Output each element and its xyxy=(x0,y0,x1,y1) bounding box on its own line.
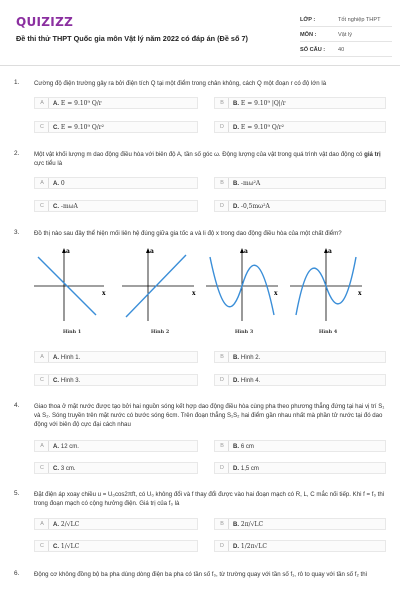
meta-label: SỐ CÂU : xyxy=(300,47,326,53)
option-b[interactable]: B B. 2π/√LC xyxy=(214,518,386,530)
question-text: Một vật khối lượng m dao động điều hòa với biên độ A, tần số góc ω. Động lượng của vật trong quá trình vật dao động có giá trị cực tiểu là xyxy=(34,151,381,167)
option-c[interactable]: C C. E = 9.10⁹ Q/r² xyxy=(34,121,198,133)
option-b[interactable]: B B. E = 9.10⁹ |Q|/r xyxy=(214,97,386,109)
question-number: 3. xyxy=(14,229,20,236)
x-axis-label: x xyxy=(102,290,106,297)
option-d[interactable]: D D. Hình 4. xyxy=(214,374,386,386)
option-text: Hình 4. xyxy=(240,377,261,384)
option-letter: A xyxy=(36,98,49,108)
option-a[interactable]: A A. 0 xyxy=(34,177,198,189)
quizizz-logo[interactable]: QUIZIZZ xyxy=(16,15,74,29)
y-axis-label: a xyxy=(244,248,248,255)
option-letter: B xyxy=(216,178,229,188)
option-a[interactable]: A A. 2/√LC xyxy=(34,518,198,530)
option-letter: B xyxy=(216,352,229,362)
question-text: Đặt điện áp xoay chiều u = U₀cos2πft, có U₀ không đổi và f thay đổi được vào hai đoạn mạch có R, L, C mắc nối tiếp. Khi f = f₀ thì trong đoạn mạch có cộng hưởng điện. Giá trị của f₀ là xyxy=(34,491,385,507)
option-letter: B xyxy=(216,441,229,451)
option-c[interactable]: C C. 3 cm. xyxy=(34,462,198,474)
option-a[interactable]: A A. E = 9.10⁹ Q/r xyxy=(34,97,198,109)
graph-hinh-4 xyxy=(290,243,366,339)
option-letter: B xyxy=(216,98,229,108)
option-letter: C xyxy=(36,375,49,385)
header xyxy=(0,0,400,66)
option-c[interactable]: C C. -mωA xyxy=(34,200,198,212)
y-axis-label: a xyxy=(66,248,70,255)
option-a[interactable]: A A. 12 cm. xyxy=(34,440,198,452)
option-text: Hình 3. xyxy=(60,377,81,384)
meta-value: 40 xyxy=(338,47,345,53)
option-text: 1,5 cm xyxy=(240,465,259,472)
meta-row-class xyxy=(300,14,392,27)
question-text: Cường độ điện trường gây ra bởi điện tích Q tại một điểm trong chân không, cách Q một đoạn r có độ lớn là xyxy=(34,80,327,87)
option-d[interactable]: D D. 1/2π√LC xyxy=(214,540,386,552)
option-text: 12 cm. xyxy=(60,443,79,450)
option-text: Hình 1. xyxy=(60,354,81,361)
option-letter: C xyxy=(36,463,49,473)
question-text: Động cơ không đồng bộ ba pha dùng dòng điện ba pha có tần số f₀, từ trường quay với tần số f₁, rô to quay với tần số f₂ thì xyxy=(34,571,368,578)
option-d[interactable]: D D. E = 9.10⁹ Q/r² xyxy=(214,121,386,133)
option-text: 2/√LC xyxy=(60,520,80,528)
x-axis-label: x xyxy=(358,290,362,297)
option-letter: D xyxy=(216,463,229,473)
metadata-panel xyxy=(300,14,392,57)
option-text: E = 9.10⁹ Q/r² xyxy=(60,123,105,131)
option-letter: C xyxy=(36,201,49,211)
option-b[interactable]: B B. Hình 2. xyxy=(214,351,386,363)
x-axis-label: x xyxy=(274,290,278,297)
option-letter: D xyxy=(216,541,229,551)
option-letter: D xyxy=(216,375,229,385)
meta-label: LỚP : xyxy=(300,17,316,23)
option-text: E = 9.10⁹ Q/r xyxy=(60,99,102,107)
option-letter: A xyxy=(36,519,49,529)
meta-value: Tốt nghiệp THPT xyxy=(338,17,381,23)
option-letter: D xyxy=(216,122,229,132)
option-b[interactable]: B B. -mω²A xyxy=(214,177,386,189)
option-text: 1/√LC xyxy=(60,542,80,550)
graph-hinh-2 xyxy=(122,243,198,339)
question-number: 6. xyxy=(14,570,20,577)
option-a[interactable]: A A. Hình 1. xyxy=(34,351,198,363)
question-text: Giao thoa ở mặt nước được tạo bởi hai nguồn sóng kết hợp dao động điều hòa cùng pha theo phương thẳng đứng tại hai vị trí S₁ và S₂. Sóng truyền trên mặt nước có bước sóng 6cm. Trên đoạn thẳng S₁S₂ hai điểm gần nhau nhất mà phần tử nước tại đó dao động với biên độ cực đại cách nhau xyxy=(34,403,385,428)
meta-row-subject xyxy=(300,29,392,42)
graph-hinh-1 xyxy=(34,243,110,339)
option-letter: C xyxy=(36,541,49,551)
option-text: E = 9.10⁹ |Q|/r xyxy=(240,99,286,107)
option-c[interactable]: C C. 1/√LC xyxy=(34,540,198,552)
option-d[interactable]: D D. 1,5 cm xyxy=(214,462,386,474)
option-letter: A xyxy=(36,178,49,188)
option-letter: B xyxy=(216,519,229,529)
question-number: 5. xyxy=(14,490,20,497)
graph-figures xyxy=(34,243,386,343)
graph-caption: Hình 3 xyxy=(234,329,254,335)
option-text: 2π/√LC xyxy=(240,520,264,528)
option-letter: A xyxy=(36,352,49,362)
option-d[interactable]: D D. -0,5mω²A xyxy=(214,200,386,212)
option-text: -0,5mω²A xyxy=(240,202,270,210)
option-letter: A xyxy=(36,441,49,451)
meta-label: MÔN : xyxy=(300,32,317,38)
option-text: -mω²A xyxy=(240,179,261,187)
y-axis-label: a xyxy=(150,248,154,255)
option-b[interactable]: B B. 6 cm xyxy=(214,440,386,452)
question-text: Đồ thị nào sau đây thể hiện mối liên hệ đúng giữa gia tốc a và li độ x trong dao động điều hòa của một chất điểm? xyxy=(34,230,342,237)
document-title: Đề thi thử THPT Quốc gia môn Vật lý năm 2022 có đáp án (Đề số 7) xyxy=(16,34,248,43)
option-c[interactable]: C C. Hình 3. xyxy=(34,374,198,386)
option-text: Hình 2. xyxy=(240,354,261,361)
option-text: 6 cm xyxy=(240,443,254,450)
graph-caption: Hình 1 xyxy=(62,329,82,335)
option-letter: D xyxy=(216,201,229,211)
option-text: E = 9.10⁹ Q/r² xyxy=(240,123,285,131)
meta-row-count xyxy=(300,44,392,57)
option-text: 3 cm. xyxy=(60,465,76,472)
graph-hinh-3 xyxy=(206,243,282,339)
option-text: 0 xyxy=(60,179,65,187)
option-text: -mωA xyxy=(60,202,78,210)
graph-caption: Hình 2 xyxy=(150,329,170,335)
option-letter: C xyxy=(36,122,49,132)
x-axis-label: x xyxy=(192,290,196,297)
question-number: 2. xyxy=(14,150,20,157)
question-number: 1. xyxy=(14,79,20,86)
option-text: 1/2π√LC xyxy=(240,542,267,550)
meta-value: Vật lý xyxy=(338,32,352,38)
y-axis-label: a xyxy=(328,248,332,255)
graph-caption: Hình 4 xyxy=(318,329,338,335)
question-number: 4. xyxy=(14,402,20,409)
